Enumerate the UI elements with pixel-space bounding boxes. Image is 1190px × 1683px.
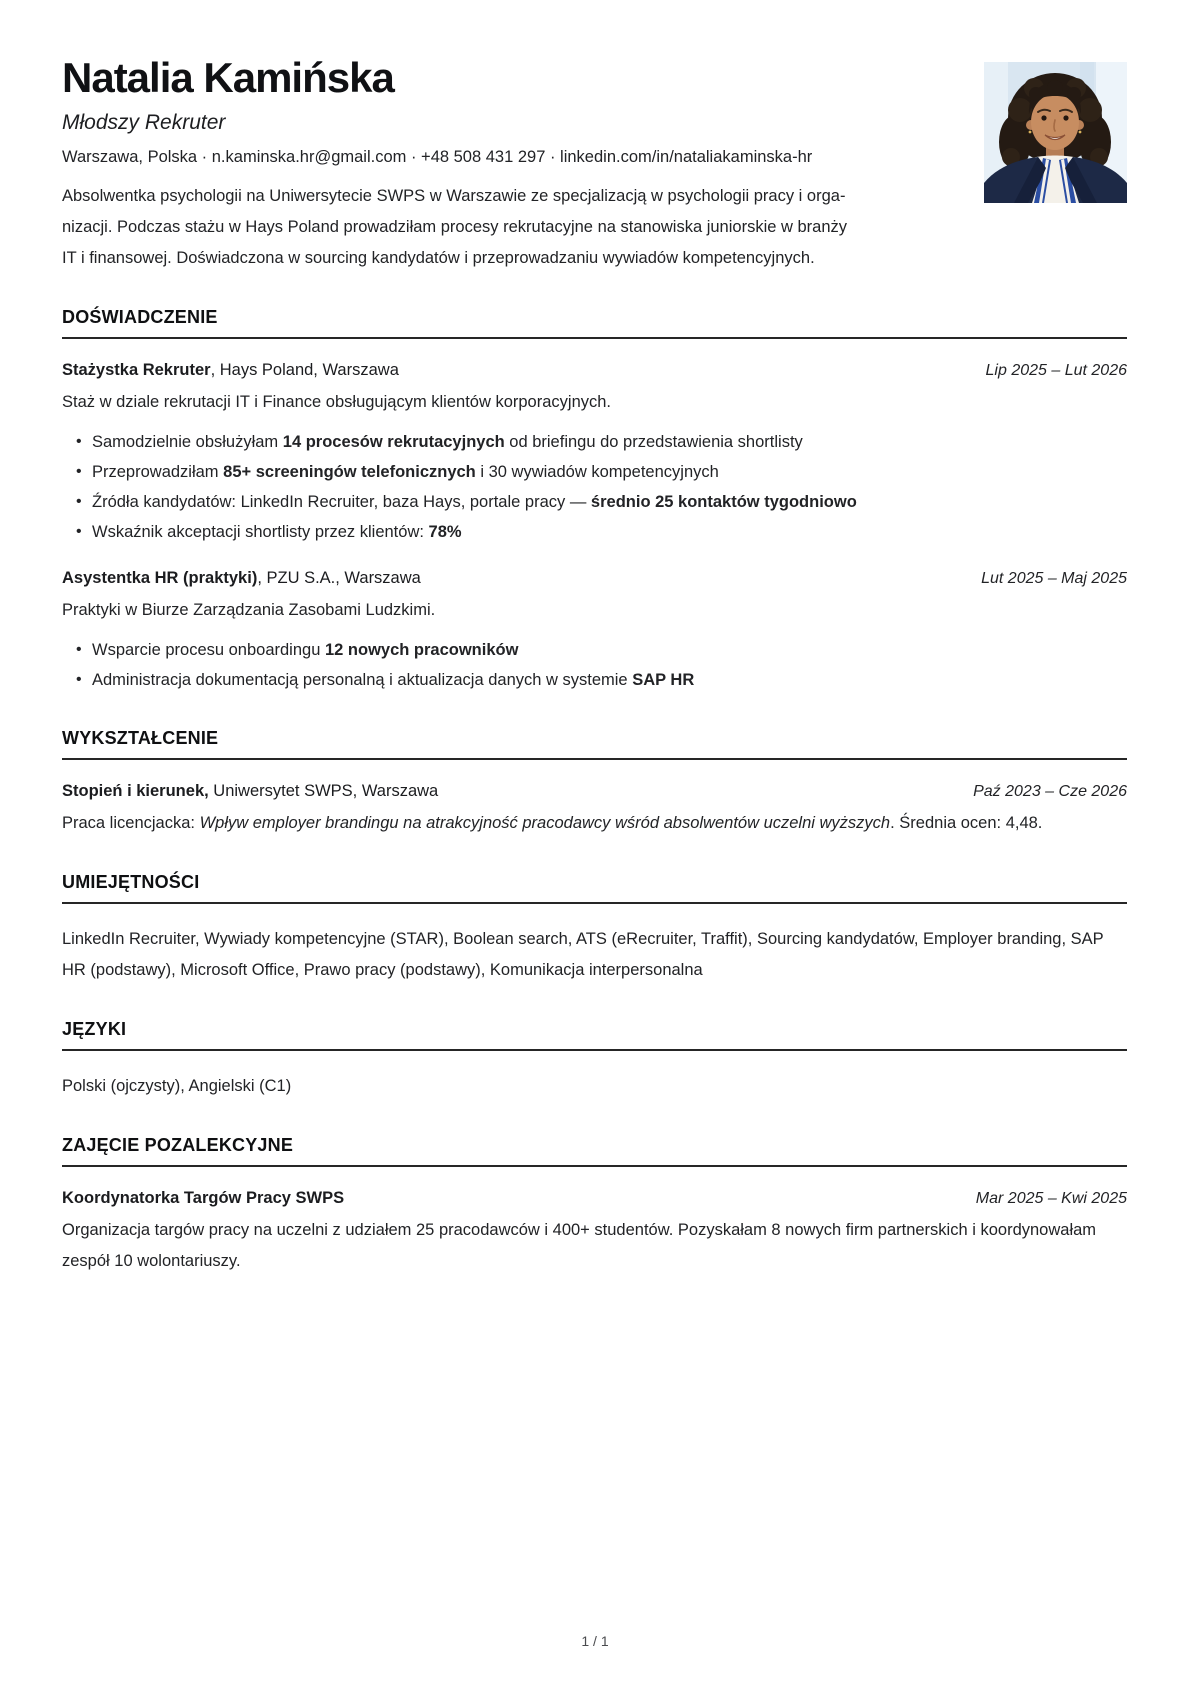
text-segment: LinkedIn Recruiter, Wywiady kompetencyjne (STAR), Boolean search, ATS (eRecruiter, Traffit), Sourcing kandydatów, Employer branding, SAP HR (podstawy), Microsoft Office, Prawo pracy (podstawy), Komunikacja interpersonalna xyxy=(62,930,1104,979)
text-segment: Wsparcie procesu onboardingu xyxy=(92,641,325,659)
section-divider xyxy=(62,902,1127,904)
entry-header xyxy=(62,1187,1127,1210)
bullet-item xyxy=(92,665,1127,695)
text-segment: Wpływ employer brandingu na atrakcyjność pracodawcy wśród absolwentów uczelni wyższych xyxy=(199,814,891,832)
sections xyxy=(62,306,1127,1277)
text-segment: 14 procesów rekrutacyjnych xyxy=(282,433,505,451)
entry xyxy=(62,780,1127,839)
section-heading: WYKSZTAŁCENIE xyxy=(62,728,219,748)
bullet-item xyxy=(92,635,1127,665)
entry-title-bold: Stopień i kierunek, xyxy=(62,782,209,800)
text-segment: Polski (ojczysty), Angielski (C1) xyxy=(62,1077,292,1095)
section-heading: UMIEJĘTNOŚCI xyxy=(62,872,200,892)
portrait-illustration xyxy=(984,62,1127,203)
entry-header xyxy=(62,780,1127,803)
entry-title-bold: Asystentka HR (praktyki) xyxy=(62,569,258,587)
entry-title xyxy=(62,567,421,589)
text-segment: . Średnia ocen: 4,48. xyxy=(890,814,1043,832)
text-segment: Źródła kandydatów: LinkedIn Recruiter, baza Hays, portale pracy — xyxy=(92,493,591,511)
resume-section xyxy=(62,306,1127,695)
entry-title xyxy=(62,359,399,381)
text-segment: i 30 wywiadów kompetencyjnych xyxy=(475,463,719,481)
text-segment: Przeprowadziłam xyxy=(92,463,224,481)
text-segment: Staż w dziale rekrutacji IT i Finance obsługującym klientów korporacyjnych. xyxy=(62,393,612,411)
section-heading: DOŚWIADCZENIE xyxy=(62,307,218,327)
profile-photo xyxy=(984,62,1127,203)
candidate-job-title: Młodszy Rekruter xyxy=(62,111,226,134)
text-segment: od briefingu do przedstawienia shortlisty xyxy=(504,433,803,451)
entry-title xyxy=(62,1187,344,1209)
text-segment: 78% xyxy=(428,523,462,541)
contact-line: Warszawa, Polska · n.kaminska.hr@gmail.com · +48 508 431 297 · linkedin.com/in/nataliakaminska-hr xyxy=(62,148,813,166)
text-segment: Wskaźnik akceptacji shortlisty przez klientów: xyxy=(92,523,429,541)
summary-line: nizacji. Podczas stażu w Hays Poland prowadziłam procesy rekrutacyjne na stanowiska juniorskie w branży xyxy=(62,218,848,236)
entry-title-bold: Stażystka Rekruter xyxy=(62,361,211,379)
entry-header xyxy=(62,359,1127,382)
text-segment: 85+ screeningów telefonicznych xyxy=(223,463,476,481)
entry-date: Lut 2025 – Maj 2025 xyxy=(981,570,1127,587)
bullet-item xyxy=(92,487,1127,517)
entry-header xyxy=(62,567,1127,590)
candidate-name: Natalia Kamińska xyxy=(62,54,394,101)
entry-paragraph xyxy=(62,595,1127,626)
text-segment: SAP HR xyxy=(632,671,695,689)
text-segment: 12 nowych pracowników xyxy=(324,641,519,659)
entry-paragraph xyxy=(62,1215,1127,1277)
entry-title-rest: , PZU S.A., Warszawa xyxy=(257,569,421,587)
entry-title-bold: Koordynatorka Targów Pracy SWPS xyxy=(62,1189,345,1207)
entry xyxy=(62,1071,1127,1102)
bullet-list xyxy=(62,635,1127,695)
entry xyxy=(62,359,1127,547)
text-segment: Organizacja targów pracy na uczelni z udziałem 25 pracodawców i 400+ studentów. Pozyskałam 8 nowych firm partnerskich i koordynowałam zespół 10 wolontariuszy. xyxy=(62,1221,1097,1270)
entry xyxy=(62,924,1127,986)
section-heading: JĘZYKI xyxy=(62,1019,127,1039)
resume-section xyxy=(62,1018,1127,1102)
text-segment: Praca licencjacka: xyxy=(62,814,200,832)
section-divider xyxy=(62,1165,1127,1167)
bullet-item xyxy=(92,517,1127,547)
entry-date: Paź 2023 – Cze 2026 xyxy=(973,783,1127,800)
entry-paragraph xyxy=(62,1071,1127,1102)
page-number: 1 / 1 xyxy=(581,1633,609,1649)
entry xyxy=(62,567,1127,695)
section-divider xyxy=(62,758,1127,760)
text-segment: średnio 25 kontaktów tygodniowo xyxy=(590,493,857,511)
entry xyxy=(62,1187,1127,1277)
section-divider xyxy=(62,1049,1127,1051)
section-heading: ZAJĘCIE POZALEKCYJNE xyxy=(62,1135,294,1155)
text-segment: Administracja dokumentacją personalną i aktualizacja danych w systemie xyxy=(92,671,633,689)
entry-title xyxy=(62,780,438,802)
resume-section xyxy=(62,1134,1127,1277)
text-segment: Praktyki w Biurze Zarządzania Zasobami Ludzkimi. xyxy=(62,601,436,619)
entry-paragraph xyxy=(62,387,1127,418)
summary-line: Absolwentka psychologii na Uniwersytecie SWPS w Warszawie ze specjalizacją w psychologii pracy i orga- xyxy=(62,187,846,205)
summary-paragraph xyxy=(62,181,907,274)
section-divider xyxy=(62,337,1127,339)
entry-date: Lip 2025 – Lut 2026 xyxy=(985,362,1127,379)
resume-section xyxy=(62,871,1127,986)
entry-paragraph xyxy=(62,924,1127,986)
text-segment: Samodzielnie obsłużyłam xyxy=(92,433,283,451)
bullet-item xyxy=(92,427,1127,457)
entry-paragraph xyxy=(62,808,1127,839)
bullet-list xyxy=(62,427,1127,547)
bullet-item xyxy=(92,457,1127,487)
entry-date: Mar 2025 – Kwi 2025 xyxy=(975,1190,1127,1207)
summary-line: IT i finansowej. Doświadczona w sourcing kandydatów i przeprowadzaniu wywiadów kompetencyjnych. xyxy=(62,249,815,267)
resume-section xyxy=(62,727,1127,839)
entry-title-rest: Uniwersytet SWPS, Warszawa xyxy=(208,782,439,800)
entry-title-rest: , Hays Poland, Warszawa xyxy=(210,361,399,379)
